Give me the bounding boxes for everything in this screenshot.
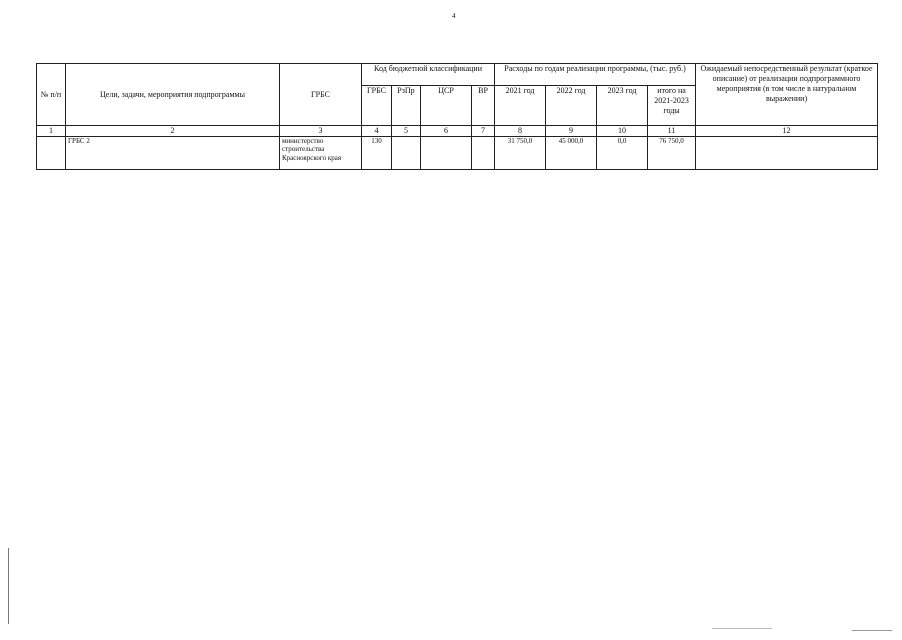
scan-artifact-left-edge: [8, 548, 9, 624]
cell-code-csr: [421, 137, 472, 170]
column-number: 10: [597, 126, 648, 137]
column-number: 1: [37, 126, 66, 137]
header-year-2021: 2021 год: [495, 86, 546, 126]
header-code-rzpr: РзПр: [392, 86, 421, 126]
table-row: [37, 137, 878, 170]
header-year-2022: 2022 год: [546, 86, 597, 126]
header-result: Ожидаемый непосредственный результат (краткое описание) от реализации подпрограммного мероприятия (в том числе в натуральном выражении): [696, 64, 878, 126]
header-row-top: [37, 64, 878, 86]
column-number: 9: [546, 126, 597, 137]
header-budget-code-group: Код бюджетной классификации: [362, 64, 495, 86]
cell-num: [37, 137, 66, 170]
scan-artifact-bottom-line: [852, 630, 892, 631]
header-code-csr: ЦСР: [421, 86, 472, 126]
column-number: 2: [66, 126, 280, 137]
cell-total: 76 750,0: [648, 137, 696, 170]
column-number: 8: [495, 126, 546, 137]
cell-code-grbs: 130: [362, 137, 392, 170]
header-grbs: ГРБС: [280, 64, 362, 126]
column-number-row: [37, 126, 878, 137]
column-number: 3: [280, 126, 362, 137]
header-total: итого на 2021-2023 годы: [648, 86, 696, 126]
header-year-2023: 2023 год: [597, 86, 648, 126]
cell-result: [696, 137, 878, 170]
page-number: 4: [452, 12, 456, 20]
header-goals: Цели, задачи, мероприятия подпрограммы: [66, 64, 280, 126]
column-number: 5: [392, 126, 421, 137]
header-expenses-group: Расходы по годам реализации программы, (тыс. руб.): [495, 64, 696, 86]
column-number: 4: [362, 126, 392, 137]
column-number: 7: [472, 126, 495, 137]
cell-code-vr: [472, 137, 495, 170]
column-number: 6: [421, 126, 472, 137]
cell-2022: 45 000,0: [546, 137, 597, 170]
scan-artifact-bottom-line: [712, 628, 772, 629]
header-num: № п/п: [37, 64, 66, 126]
cell-goal: ГРБС 2: [66, 137, 280, 170]
budget-table: [36, 63, 878, 170]
column-number: 11: [648, 126, 696, 137]
cell-grbs: министерство строительства Красноярского края: [280, 137, 362, 170]
cell-code-rzpr: [392, 137, 421, 170]
header-code-grbs: ГРБС: [362, 86, 392, 126]
column-number: 12: [696, 126, 878, 137]
header-code-vr: ВР: [472, 86, 495, 126]
cell-2023: 0,0: [597, 137, 648, 170]
cell-2021: 31 750,0: [495, 137, 546, 170]
